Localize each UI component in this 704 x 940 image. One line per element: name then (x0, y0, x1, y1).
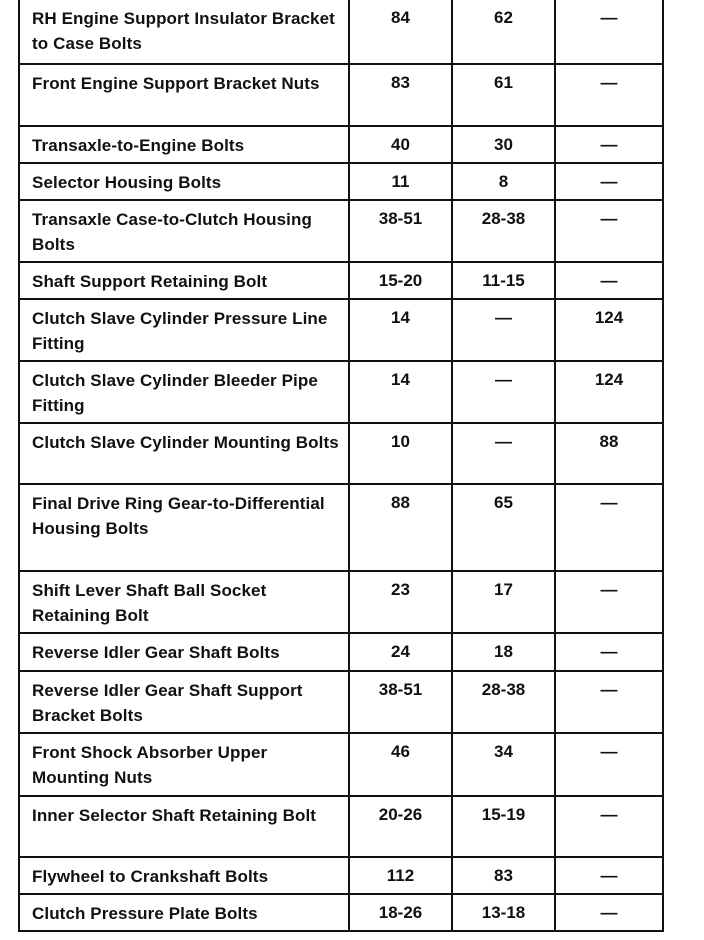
value-b-cell: 65 (452, 484, 555, 571)
value-b-cell: — (452, 361, 555, 423)
value-a-cell: 112 (349, 857, 452, 894)
table-row (19, 262, 663, 299)
table-row (19, 299, 663, 361)
value-c-cell: 124 (555, 299, 663, 361)
value-a-cell: 10 (349, 423, 452, 484)
table-row (19, 857, 663, 894)
value-a-cell: 24 (349, 633, 452, 671)
value-c-cell: — (555, 671, 663, 733)
table-row (19, 200, 663, 262)
component-cell: Transaxle-to-Engine Bolts (19, 126, 349, 163)
value-a-cell: 38-51 (349, 200, 452, 262)
value-b-cell: 11-15 (452, 262, 555, 299)
value-a-cell: 40 (349, 126, 452, 163)
value-a-cell: 46 (349, 733, 452, 796)
component-cell: Clutch Slave Cylinder Mounting Bolts (19, 423, 349, 484)
component-cell: Reverse Idler Gear Shaft Support Bracket Bolts (19, 671, 349, 733)
value-c-cell: — (555, 796, 663, 857)
table-row (19, 633, 663, 671)
value-b-cell: 13-18 (452, 894, 555, 931)
component-cell: Clutch Slave Cylinder Bleeder Pipe Fitting (19, 361, 349, 423)
value-c-cell: — (555, 163, 663, 200)
value-c-cell: — (555, 571, 663, 633)
value-a-cell: 20-26 (349, 796, 452, 857)
table-row (19, 796, 663, 857)
torque-spec-table (18, 0, 664, 932)
value-b-cell: — (452, 299, 555, 361)
value-c-cell: — (555, 262, 663, 299)
value-c-cell: 88 (555, 423, 663, 484)
table-row (19, 126, 663, 163)
component-cell: Selector Housing Bolts (19, 163, 349, 200)
component-cell: Final Drive Ring Gear-to-Differential Housing Bolts (19, 484, 349, 571)
table-row (19, 361, 663, 423)
value-a-cell: 14 (349, 299, 452, 361)
component-cell: Shaft Support Retaining Bolt (19, 262, 349, 299)
value-c-cell: — (555, 126, 663, 163)
value-c-cell: — (555, 857, 663, 894)
value-c-cell: — (555, 894, 663, 931)
table-row (19, 64, 663, 126)
table-row (19, 163, 663, 200)
value-a-cell: 11 (349, 163, 452, 200)
value-b-cell: 34 (452, 733, 555, 796)
component-cell: Inner Selector Shaft Retaining Bolt (19, 796, 349, 857)
component-cell: Front Engine Support Bracket Nuts (19, 64, 349, 126)
value-a-cell: 14 (349, 361, 452, 423)
value-a-cell: 88 (349, 484, 452, 571)
value-a-cell: 84 (349, 0, 452, 64)
value-b-cell: 62 (452, 0, 555, 64)
component-cell: Clutch Slave Cylinder Pressure Line Fitting (19, 299, 349, 361)
value-c-cell: — (555, 733, 663, 796)
component-cell: Clutch Pressure Plate Bolts (19, 894, 349, 931)
value-a-cell: 83 (349, 64, 452, 126)
value-a-cell: 18-26 (349, 894, 452, 931)
value-a-cell: 38-51 (349, 671, 452, 733)
value-c-cell: — (555, 200, 663, 262)
table-row (19, 0, 663, 64)
component-cell: Reverse Idler Gear Shaft Bolts (19, 633, 349, 671)
value-b-cell: 15-19 (452, 796, 555, 857)
table-row (19, 733, 663, 796)
value-c-cell: — (555, 0, 663, 64)
value-b-cell: — (452, 423, 555, 484)
table-row (19, 894, 663, 931)
value-b-cell: 28-38 (452, 671, 555, 733)
value-b-cell: 18 (452, 633, 555, 671)
value-c-cell: — (555, 633, 663, 671)
value-b-cell: 17 (452, 571, 555, 633)
value-a-cell: 15-20 (349, 262, 452, 299)
table-row (19, 671, 663, 733)
component-cell: Shift Lever Shaft Ball Socket Retaining Bolt (19, 571, 349, 633)
value-b-cell: 8 (452, 163, 555, 200)
value-b-cell: 61 (452, 64, 555, 126)
component-cell: RH Engine Support Insulator Bracket to Case Bolts (19, 0, 349, 64)
value-a-cell: 23 (349, 571, 452, 633)
value-b-cell: 28-38 (452, 200, 555, 262)
value-c-cell: — (555, 64, 663, 126)
table-row (19, 484, 663, 571)
value-c-cell: — (555, 484, 663, 571)
component-cell: Transaxle Case-to-Clutch Housing Bolts (19, 200, 349, 262)
component-cell: Front Shock Absorber Upper Mounting Nuts (19, 733, 349, 796)
table-row (19, 571, 663, 633)
value-b-cell: 83 (452, 857, 555, 894)
component-cell: Flywheel to Crankshaft Bolts (19, 857, 349, 894)
value-c-cell: 124 (555, 361, 663, 423)
value-b-cell: 30 (452, 126, 555, 163)
table-row (19, 423, 663, 484)
